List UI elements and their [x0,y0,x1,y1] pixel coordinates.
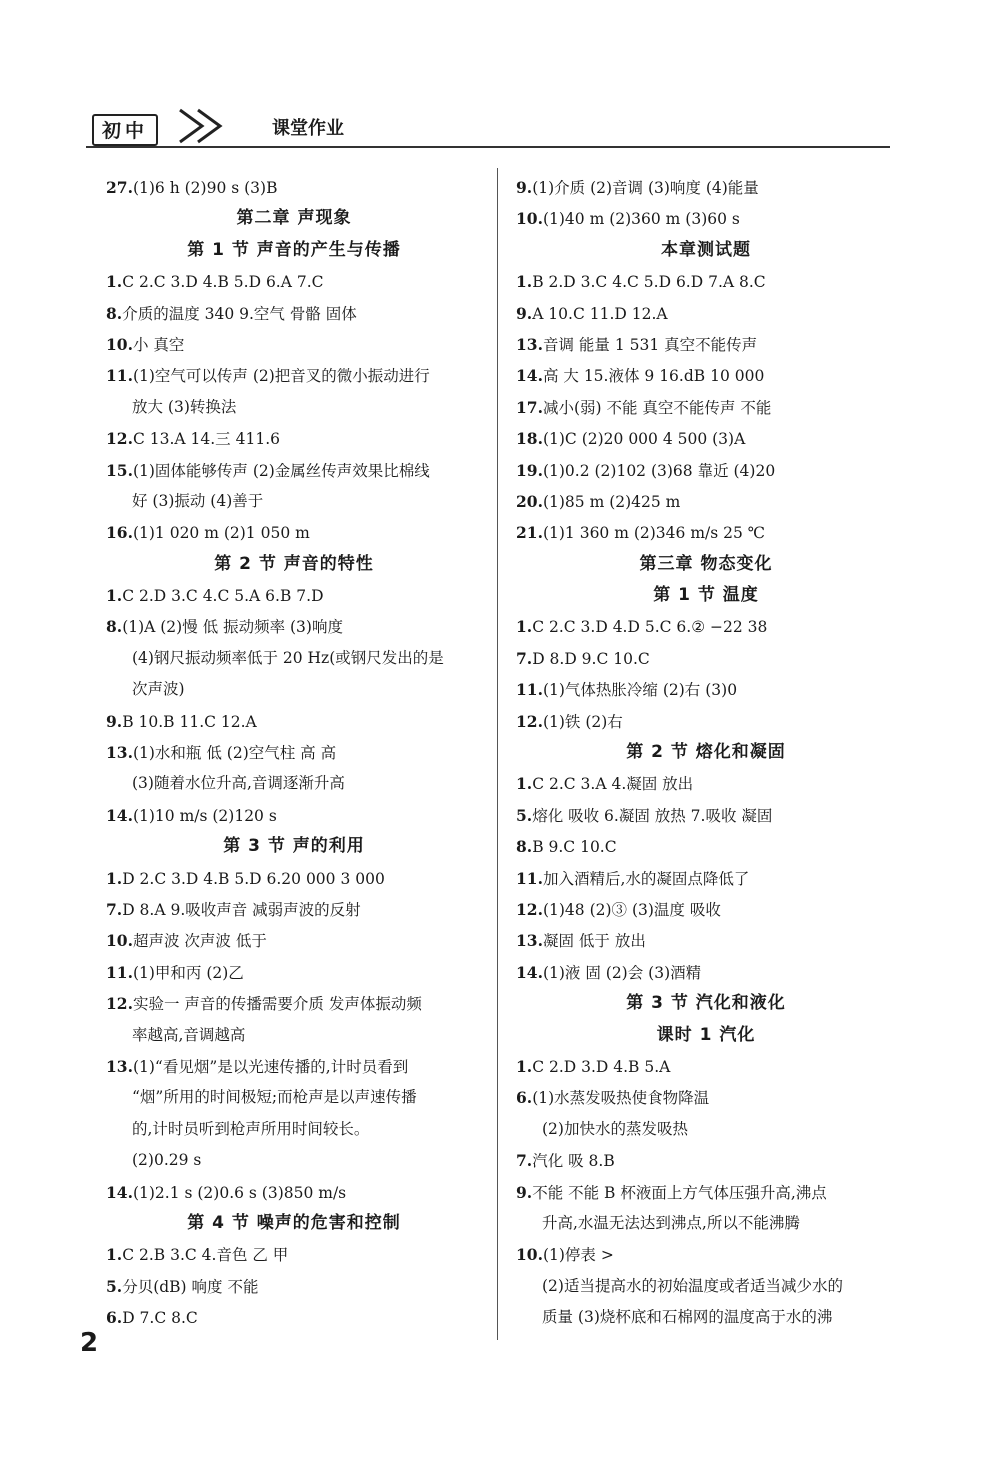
answer-text: (1)气体热胀冷缩 (2)右 (3)0 [542,681,738,700]
question-number: 13. [516,334,543,354]
answer-line [516,674,896,705]
answer-line [516,768,896,799]
question-number: 1. [106,868,123,888]
answer-text: 凝固 低于 放出 [542,932,646,951]
question-number: 14. [106,1182,133,1202]
question-number: 13. [516,931,543,951]
answer-line [106,580,482,611]
answer-text: (4)钢尺振动频率低于 20 Hz(或钢尺发出的是 [132,648,444,667]
question-number: 7. [106,899,123,919]
answer-text: 减小(弱) 不能 真空不能传声 不能 [542,398,772,417]
question-number: 20. [516,491,543,511]
section-heading: 第 4 节 噪声的危害和控制 [187,1212,401,1233]
question-number: 9. [516,178,533,197]
answer-line [516,1177,896,1208]
answer-text: (1)10 m/s (2)120 s [132,806,277,825]
answer-text: (1)停表 > [542,1246,614,1265]
question-number: 27. [106,178,133,197]
answer-text: A 10.C 11.D 12.A [532,304,668,323]
question-number: 6. [106,1308,123,1328]
answer-text: (2)加快水的蒸发吸热 [542,1119,688,1138]
section-heading: 第 3 节 汽化和液化 [626,993,786,1014]
question-number: 9. [516,303,533,323]
answer-text: 的,计时员听到枪声所用时间较长。 [132,1119,370,1138]
question-number: 9. [516,1182,533,1202]
answer-continuation [106,1082,482,1113]
question-number: 12. [516,899,543,919]
question-number: 19. [516,460,543,480]
question-number: 1. [516,1056,533,1076]
answer-continuation [106,768,482,799]
answer-line [106,957,482,988]
answer-text: “烟”所用的时间极短;而枪声是以声速传播 [132,1088,417,1107]
question-number: 10. [106,334,133,354]
grade-badge: 初中 [92,114,158,146]
section-heading: 第 3 节 声的利用 [223,836,365,857]
answer-text: D 2.C 3.D 4.B 5.D 6.20 000 3 000 [122,869,385,888]
answer-line [516,863,896,894]
answer-text: C 2.B 3.C 4.音色 乙 甲 [122,1246,289,1265]
answer-line [106,1177,482,1208]
section-heading: 第三章 物态变化 [639,553,773,574]
answer-text: B 10.B 11.C 12.A [122,712,257,731]
answer-line [106,360,482,391]
question-number: 15. [106,460,133,480]
answer-text: (1)空气可以传声 (2)把音叉的微小振动进行 [132,367,430,386]
answer-text: (1)1 360 m (2)346 m/s 25 ℃ [542,524,766,543]
answer-text: 分贝(dB) 响度 不能 [122,1277,259,1296]
section-heading: 第 2 节 熔化和凝固 [626,742,786,763]
answer-line [516,800,896,831]
answer-line [106,172,482,203]
answer-text: 升高,水温无法达到沸点,所以不能沸腾 [542,1213,800,1232]
answer-text: 次声波) [132,680,185,699]
question-number: 12. [106,994,133,1014]
answer-text: 超声波 次声波 低于 [132,932,267,951]
answer-text: 熔化 吸收 6.凝固 放热 7.吸收 凝固 [532,806,773,825]
answer-line [106,706,482,737]
question-number: 14. [106,805,133,825]
answer-continuation [516,1208,896,1239]
question-number: 1. [106,586,123,606]
question-number: 11. [106,366,133,386]
question-number: 6. [516,1088,533,1108]
answer-line [516,392,896,423]
answer-line [106,863,482,894]
answer-text: 率越高,音调越高 [132,1025,246,1044]
answer-text: 质量 (3)烧杯底和石棉网的温度高于水的沸 [542,1308,833,1327]
answer-line [106,800,482,831]
answer-line [516,455,896,486]
answer-line [106,455,482,486]
answer-continuation [106,674,482,705]
section-heading: 第 1 节 温度 [653,585,759,606]
answer-line [516,611,896,642]
answer-text: D 8.D 9.C 10.C [532,649,650,668]
answer-text: 不能 不能 B 杯液面上方气体压强升高,沸点 [532,1183,827,1202]
question-number: 9. [106,711,123,731]
answer-line [106,423,482,454]
question-number: 18. [516,429,543,449]
question-number: 10. [516,1245,543,1265]
question-number: 1. [516,272,533,292]
answer-continuation [106,1114,482,1145]
answer-text: (2)0.29 s [132,1151,202,1170]
answer-text: (1)1 020 m (2)1 050 m [132,524,310,543]
answer-text: (1)甲和丙 (2)乙 [132,963,244,982]
question-number: 12. [516,711,543,731]
right-column [516,172,896,1333]
page-header [86,112,890,146]
answer-line [516,957,896,988]
answer-continuation [516,1114,896,1145]
answer-continuation [106,1020,482,1051]
question-number: 1. [106,272,123,292]
answer-line [516,423,896,454]
answer-line [516,486,896,517]
answer-text: (1)固体能够传声 (2)金属丝传声效果比棉线 [132,461,430,480]
answer-continuation [106,392,482,423]
question-number: 10. [106,931,133,951]
answer-line [106,894,482,925]
answer-text: C 2.D 3.D 4.B 5.A [532,1057,671,1076]
answer-line [106,988,482,1019]
answer-text: 加入酒精后,水的凝固点降低了 [542,869,750,888]
question-number: 8. [106,617,123,637]
answer-text: 高 大 15.液体 9 16.dB 10 000 [542,367,765,386]
answer-line [516,360,896,391]
answer-text: (2)适当提高水的初始温度或者适当减少水的 [542,1276,843,1295]
answer-line [516,1082,896,1113]
answer-continuation [516,1302,896,1333]
question-number: 11. [106,962,133,982]
page-number: 2 [80,1328,99,1358]
question-number: 7. [516,1151,533,1171]
answer-line [106,298,482,329]
answer-text: 音调 能量 1 531 真空不能传声 [542,335,758,354]
answer-text: B 9.C 10.C [532,838,617,857]
answer-text: (1)“看见烟”是以光速传播的,计时员看到 [132,1057,409,1076]
answer-line [106,1239,482,1270]
answer-text: (1)A (2)慢 低 振动频率 (3)响度 [122,618,343,637]
answer-text: C 2.C 3.D 4.D 5.C 6.② −22 38 [532,618,768,637]
question-number: 1. [516,774,533,794]
answer-line [516,329,896,360]
answer-text: B 2.D 3.C 4.C 5.D 6.D 7.A 8.C [532,273,766,292]
answer-text: (1)85 m (2)425 m [542,492,681,511]
answer-line [106,925,482,956]
question-number: 8. [516,837,533,857]
question-number: 10. [516,209,543,229]
answer-line [106,329,482,360]
header-rule [86,146,890,148]
question-number: 5. [516,805,533,825]
question-number: 7. [516,648,533,668]
question-number: 11. [516,680,543,700]
question-number: 12. [106,429,133,449]
question-number: 1. [106,1245,123,1265]
answer-line [516,266,896,297]
answer-text: (1)铁 (2)右 [542,712,623,731]
left-column [106,172,482,1333]
section-heading: 第 2 节 声音的特性 [214,553,374,574]
column-divider [497,168,498,1340]
answer-text: C 2.C 3.A 4.凝固 放出 [532,775,694,794]
answer-continuation [516,1271,896,1302]
answer-line [106,1302,482,1333]
answer-text: D 7.C 8.C [122,1309,198,1328]
answer-line [516,1145,896,1176]
answer-continuation [106,643,482,674]
question-number: 5. [106,1276,123,1296]
answer-text: D 8.A 9.吸收声音 减弱声波的反射 [122,900,361,919]
answer-text: (1)液 固 (2)会 (3)酒精 [542,963,702,982]
answer-line [106,611,482,642]
answer-line [516,298,896,329]
answer-text: (1)0.2 (2)102 (3)68 靠近 (4)20 [542,461,776,480]
answer-text: 放大 (3)转换法 [132,397,237,416]
question-number: 21. [516,523,543,543]
question-number: 8. [106,303,123,323]
question-number: 11. [516,868,543,888]
answer-text: 实验一 声音的传播需要介质 发声体振动频 [132,995,422,1014]
answer-text: 小 真空 [132,335,185,354]
answer-text: (1)40 m (2)360 m (3)60 s [542,210,740,229]
answer-line [516,517,896,548]
answer-line [516,894,896,925]
answer-text: (1)2.1 s (2)0.6 s (3)850 m/s [132,1183,347,1202]
question-number: 17. [516,397,543,417]
double-chevron-icon [172,106,262,146]
section-heading: 第 1 节 声音的产生与传播 [187,239,401,260]
section-heading: 本章测试题 [661,239,751,260]
section-heading: 课时 1 汽化 [656,1024,756,1045]
answer-text: C 2.C 3.D 4.B 5.D 6.A 7.C [122,273,324,292]
answer-line [516,925,896,956]
section-heading: 第二章 声现象 [236,208,352,229]
answer-line [106,266,482,297]
question-number: 13. [106,743,133,763]
book-title: 课堂作业 [272,118,344,139]
answer-text: (1)介质 (2)音调 (3)响度 (4)能量 [532,179,759,197]
answer-text: 介质的温度 340 9.空气 骨骼 固体 [122,304,357,323]
answer-line [516,643,896,674]
answer-text: (1)6 h (2)90 s (3)B [132,179,278,197]
answer-line [106,737,482,768]
answer-text: 汽化 吸 8.B [532,1152,615,1171]
answer-line [106,1051,482,1082]
question-number: 14. [516,962,543,982]
answer-line [516,172,896,203]
answer-line [106,1271,482,1302]
answer-continuation [106,1145,482,1176]
answer-line [516,1051,896,1082]
answer-text: (1)48 (2)③ (3)温度 吸收 [542,900,721,919]
answer-text: C 2.D 3.C 4.C 5.A 6.B 7.D [122,587,324,606]
question-number: 14. [516,366,543,386]
question-number: 1. [516,617,533,637]
answer-text: (1)水蒸发吸热使食物降温 [532,1089,710,1108]
answer-text: C 13.A 14.三 411.6 [132,430,280,449]
answer-line [106,517,482,548]
answer-line [516,1239,896,1270]
question-number: 16. [106,523,133,543]
answer-text: (1)水和瓶 低 (2)空气柱 高 高 [132,744,337,763]
answer-text: (1)C (2)20 000 4 500 (3)A [542,430,746,449]
answer-line [516,831,896,862]
answer-line [516,706,896,737]
answer-continuation [106,486,482,517]
answer-line [516,203,896,234]
answer-text: 好 (3)振动 (4)善于 [132,491,264,510]
question-number: 13. [106,1056,133,1076]
answer-text: (3)随着水位升高,音调逐渐升高 [132,774,345,793]
